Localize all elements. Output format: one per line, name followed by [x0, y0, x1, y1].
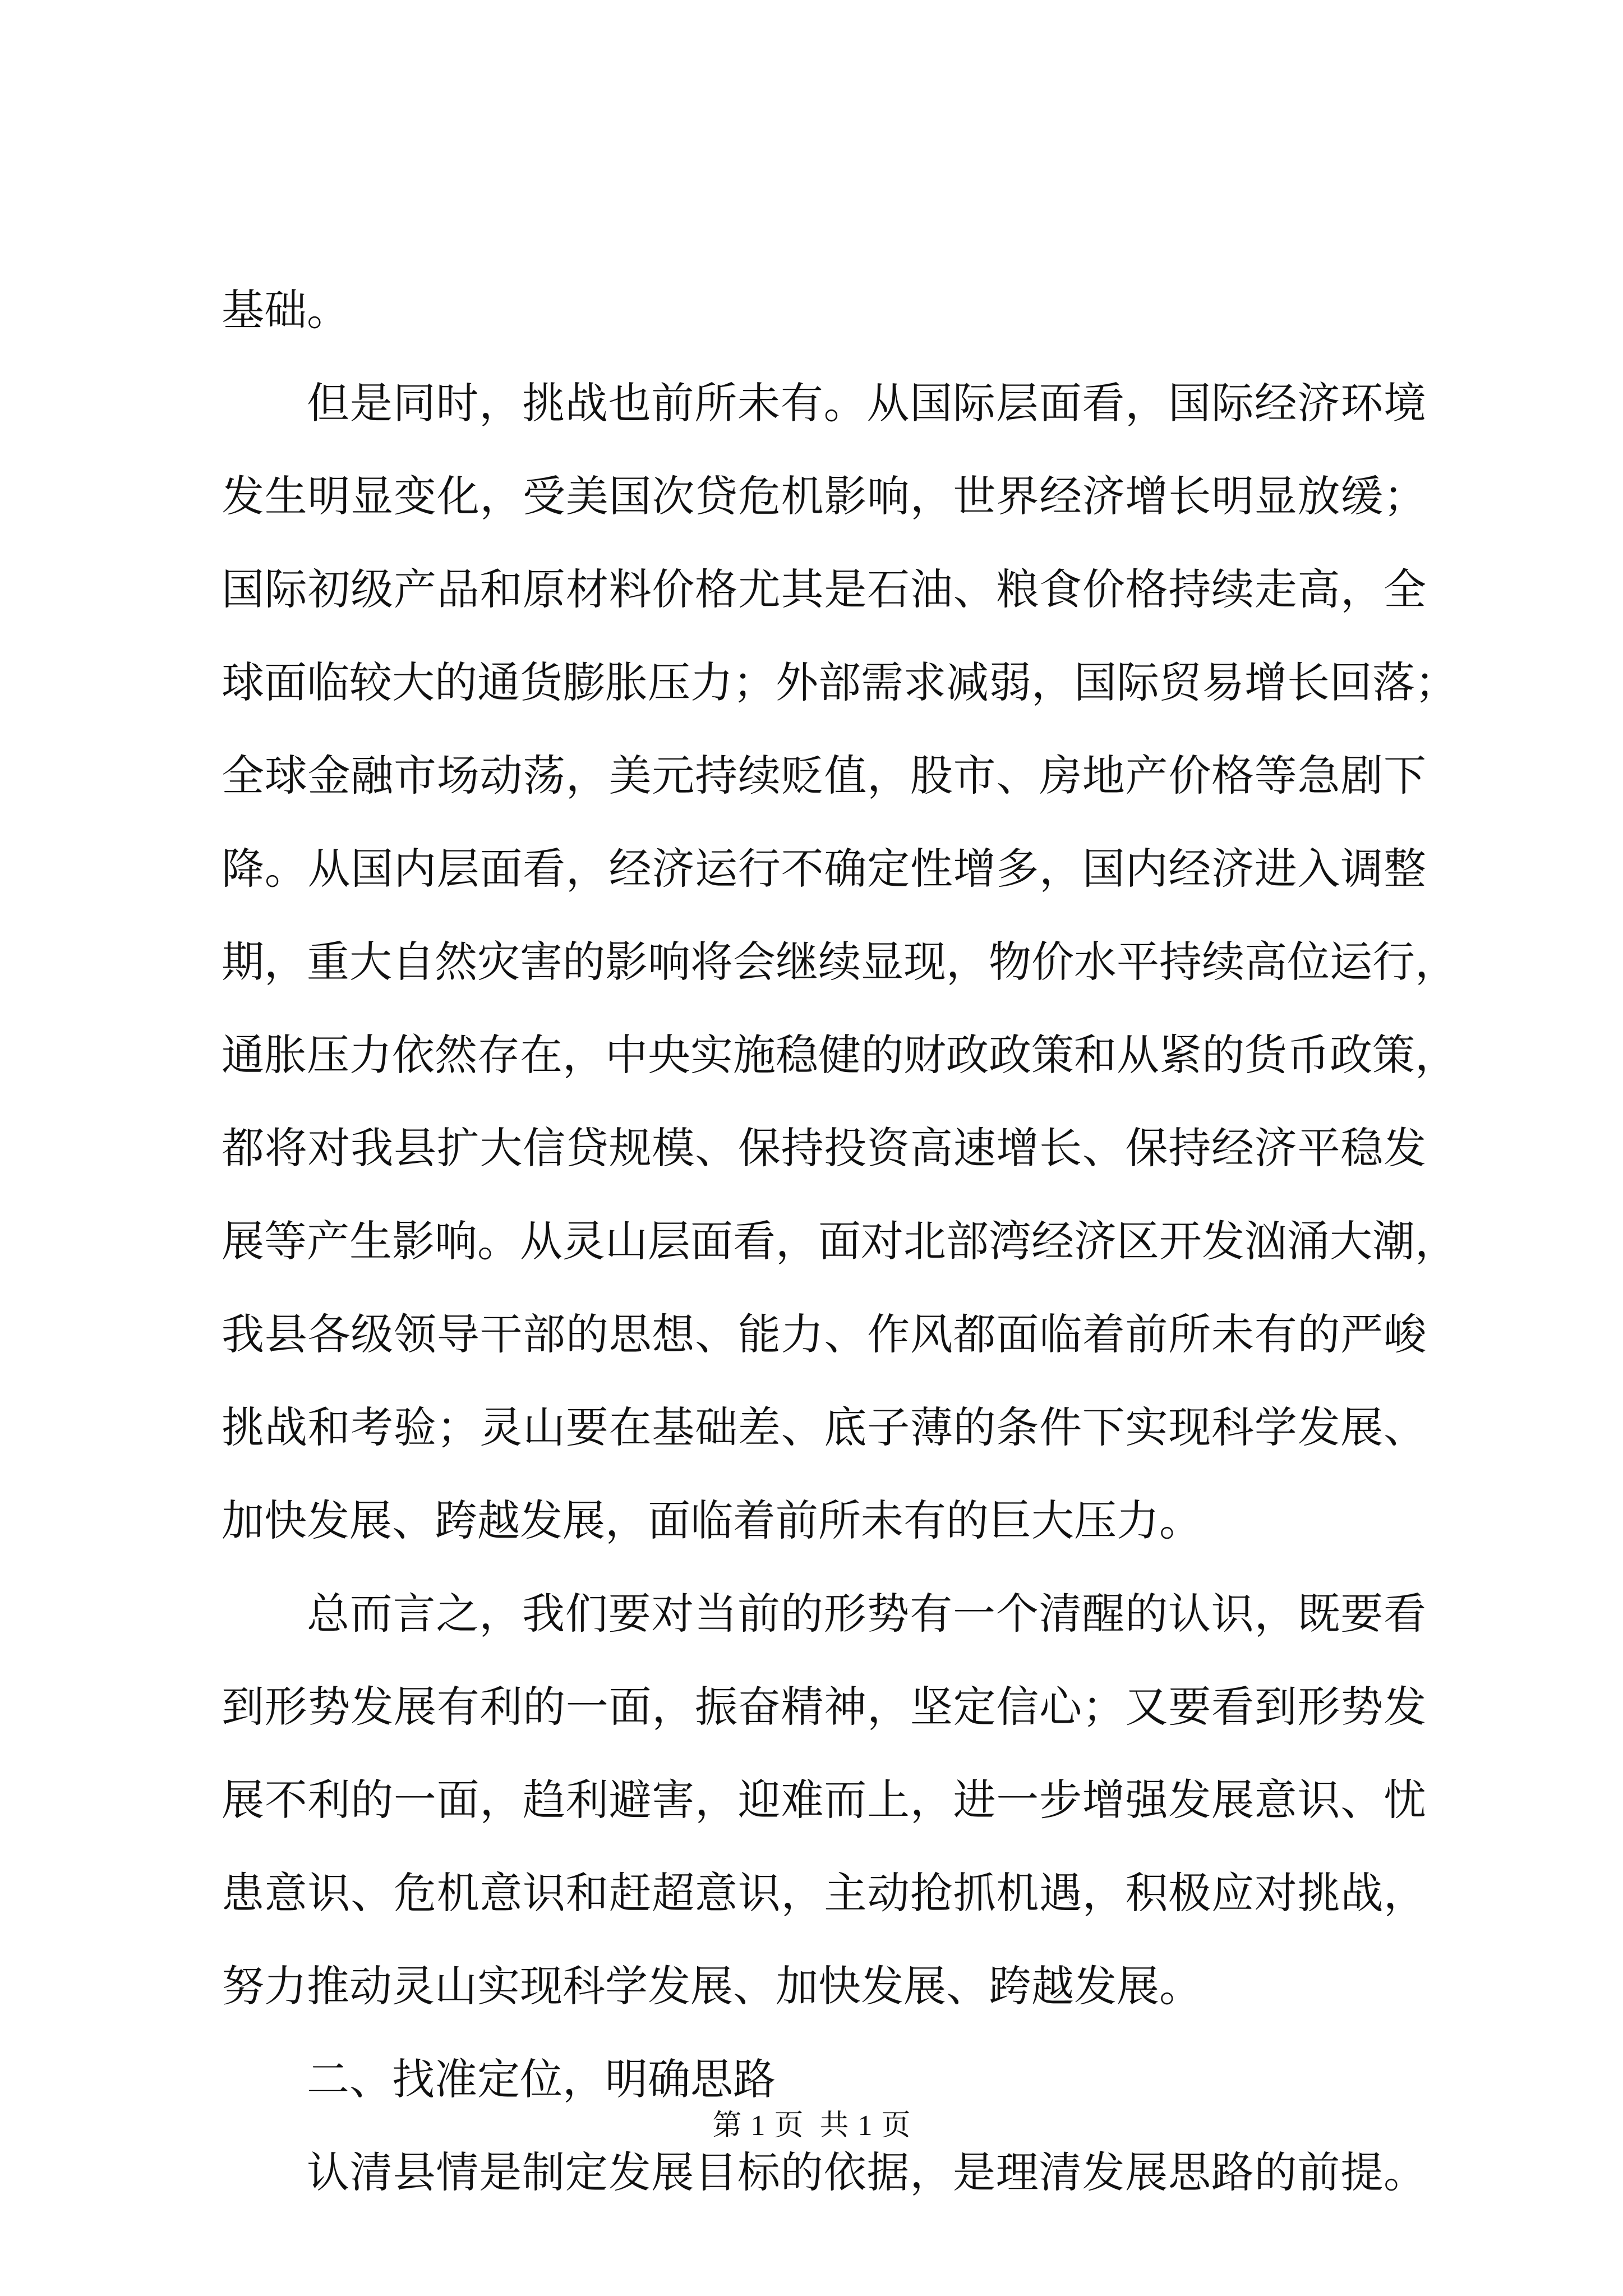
text-line: 国际初级产品和原材料价格尤其是石油、粮食价格持续走高，全 [222, 564, 1426, 614]
text-line: 全球金融市场动荡，美元持续贬值，股市、房地产价格等急剧下 [222, 751, 1426, 800]
page-label: 第 [712, 2110, 742, 2142]
text-line: 期，重大自然灾害的影响将会继续显现，物价水平持续高位运行， [222, 937, 1458, 987]
total-label: 共 [819, 2110, 849, 2142]
page-footer [0, 2106, 1623, 2146]
text-line: 都将对我县扩大信贷规模、保持投资高速增长、保持经济平稳发 [222, 1123, 1426, 1173]
text-line: 通胀压力依然存在，中央实施稳健的财政政策和从紧的货币政策， [222, 1030, 1458, 1080]
body-text [222, 264, 1458, 2219]
text-line: 降。从国内层面看，经济运行不确定性增多，国内经济进入调整 [222, 844, 1426, 894]
text-line: 但是同时，挑战也前所未有。从国际层面看，国际经济环境 [307, 378, 1426, 428]
text-line: 发生明显变化，受美国次贷危机影响，世界经济增长明显放缓； [222, 471, 1426, 521]
text-line: 展不利的一面，趋利避害，迎难而上，进一步增强发展意识、忧 [222, 1775, 1426, 1825]
text-line: 总而言之，我们要对当前的形势有一个清醒的认识，既要看 [307, 1589, 1426, 1639]
text-line: 加快发展、跨越发展，面临着前所未有的巨大压力。 [222, 1496, 1202, 1545]
total-pages: 1 [857, 2110, 873, 2142]
text-line: 努力推动灵山实现科学发展、加快发展、跨越发展。 [222, 1961, 1202, 2011]
page-unit: 页 [774, 2110, 804, 2142]
text-line: 患意识、危机意识和赶超意识，主动抢抓机遇，积极应对挑战， [222, 1868, 1426, 1918]
section-heading: 二、找准定位，明确思路 [307, 2054, 776, 2104]
total-unit: 页 [881, 2110, 911, 2142]
text-line: 认清县情是制定发展目标的依据，是理清发展思路的前提。 [307, 2147, 1426, 2197]
text-line: 我县各级领导干部的思想、能力、作风都面临着前所未有的严峻 [222, 1309, 1426, 1359]
text-line: 挑战和考验；灵山要在基础差、底子薄的条件下实现科学发展、 [222, 1402, 1426, 1452]
page-number: 1 [750, 2110, 766, 2142]
text-line: 到形势发展有利的一面，振奋精神，坚定信心；又要看到形势发 [222, 1682, 1426, 1732]
text-line: 基础。 [222, 285, 349, 335]
text-line: 展等产生影响。从灵山层面看，面对北部湾经济区开发汹涌大潮， [222, 1216, 1458, 1266]
text-line: 球面临较大的通货膨胀压力；外部需求减弱，国际贸易增长回落； [222, 657, 1458, 707]
